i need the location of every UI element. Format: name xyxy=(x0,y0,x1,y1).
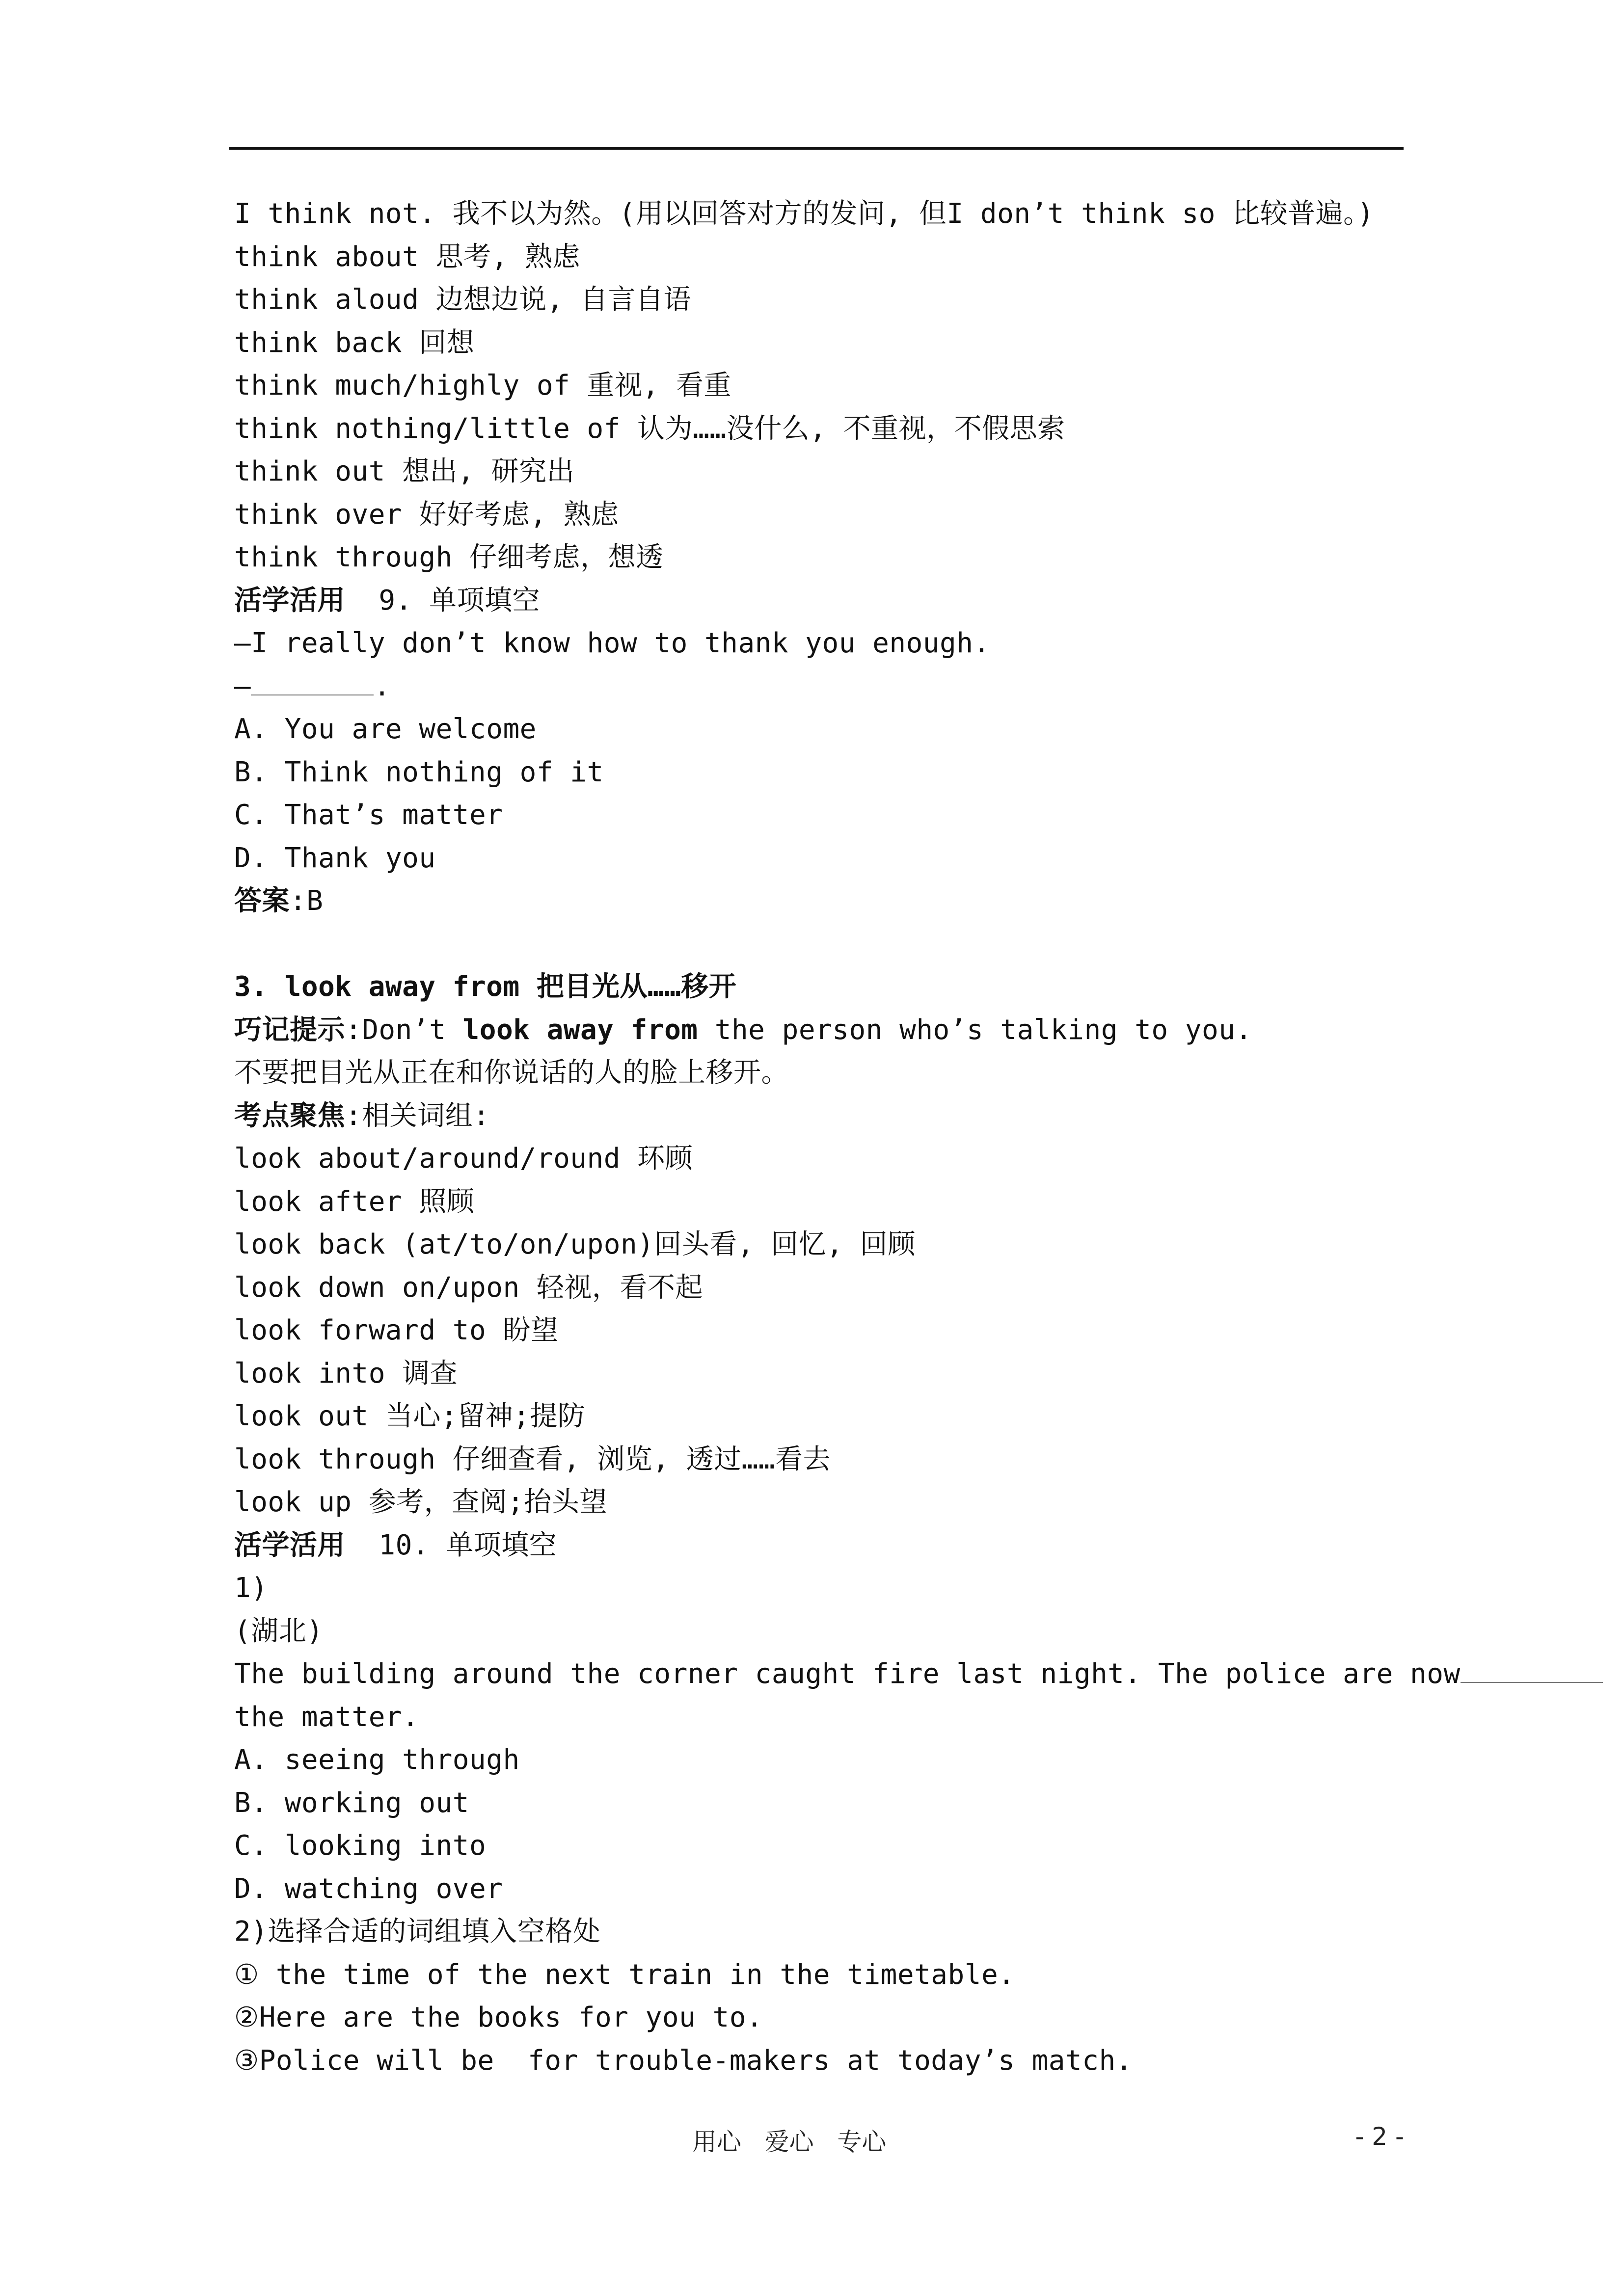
phrase-text: look forward to 盼望 xyxy=(234,1314,559,1346)
header-rule xyxy=(229,147,1404,150)
phrase-text: look out 当心;留神;提防 xyxy=(234,1400,586,1432)
choice-line xyxy=(234,1824,1407,1868)
exercise-title: 9. 单项填空 xyxy=(345,584,541,616)
phrase-line xyxy=(234,1395,1407,1438)
choice-line xyxy=(234,794,1407,837)
answer-label: 答案 xyxy=(234,885,290,917)
text-line xyxy=(234,321,1407,365)
line-text: The building around the corner caught fire last night. The police are now xyxy=(234,1658,1461,1690)
text-line xyxy=(234,1953,1407,1997)
text-line xyxy=(234,1567,1407,1610)
phrase-text: look after 照顾 xyxy=(234,1185,475,1218)
line-text: 1) xyxy=(234,1572,268,1604)
line-text: think through 仔细考虑，想透 xyxy=(234,541,664,573)
choice-line xyxy=(234,708,1407,751)
exercise-label: 活学活用 xyxy=(234,584,345,616)
line-text: the person who’s talking to you. xyxy=(698,1014,1252,1046)
answer-blank xyxy=(251,666,374,695)
phrase-line xyxy=(234,1223,1407,1266)
text-line xyxy=(234,1910,1407,1953)
line-text: think aloud 边想边说, 自言自语 xyxy=(234,284,692,316)
answer-blank xyxy=(1461,1654,1603,1683)
line-text: think nothing/little of 认为……没什么, 不重视，不假思索 xyxy=(234,412,1065,445)
phrase-text: look into 调查 xyxy=(234,1357,458,1389)
text-line xyxy=(234,493,1407,536)
answer-line xyxy=(234,880,1407,923)
text-line xyxy=(234,407,1407,451)
dialogue-line xyxy=(234,622,1407,665)
answer-text: :B xyxy=(290,885,324,917)
text-line xyxy=(234,364,1407,407)
line-text: think over 好好考虑, 熟虑 xyxy=(234,498,619,531)
phrase-text: look through 仔细查看, 浏览, 透过……看去 xyxy=(234,1443,831,1475)
phrase-line xyxy=(234,1180,1407,1224)
phrase-line xyxy=(234,1438,1407,1481)
line-text: — xyxy=(234,670,251,702)
choice-line xyxy=(234,751,1407,794)
text-line xyxy=(234,1996,1407,2039)
phrase-line xyxy=(234,1137,1407,1180)
text-line xyxy=(234,1610,1407,1653)
choice-text: B. Think nothing of it xyxy=(234,756,604,788)
choice-text: D. watching over xyxy=(234,1872,503,1905)
choice-line xyxy=(234,837,1407,880)
line-text: think much/highly of 重视, 看重 xyxy=(234,370,731,401)
question-blank-line xyxy=(234,1653,1461,1696)
page-footer xyxy=(0,2122,1624,2162)
memory-tip-label: 巧记提示 xyxy=(234,1014,345,1046)
phrase-text: look up 参考，查阅;抬头望 xyxy=(234,1486,607,1518)
line-text: ① the time of the next train in the timetable. xyxy=(234,1958,1015,1991)
answer-blank-line xyxy=(234,665,1407,708)
line-text: :Don’t xyxy=(345,1014,463,1046)
memory-tip-line xyxy=(234,1009,1407,1052)
text-line xyxy=(234,192,1407,236)
phrase-text: look back (at/to/on/upon)回头看, 回忆, 回顾 xyxy=(234,1228,916,1260)
line-text: (湖北) xyxy=(234,1615,324,1647)
page-number: - 2 - xyxy=(1355,2122,1404,2151)
choice-text: A. seeing through xyxy=(234,1744,520,1776)
footer-motto: 用心 爱心 专心 xyxy=(692,2128,887,2156)
text-line xyxy=(234,236,1407,279)
section-heading xyxy=(234,965,1407,1009)
choice-text: C. That’s matter xyxy=(234,799,503,831)
choice-text: B. working out xyxy=(234,1787,470,1819)
choice-text: A. You are welcome xyxy=(234,713,537,745)
line-text: I think not. 我不以为然。(用以回答对方的发问, 但I don’t think so 比较普遍。) xyxy=(234,198,1374,230)
exercise-heading xyxy=(234,579,1407,622)
exercise-label: 活学活用 xyxy=(234,1529,345,1561)
page-content xyxy=(234,192,1461,2082)
text-line xyxy=(234,1051,1407,1095)
text-line xyxy=(234,278,1407,321)
line-text: ③Police will be for trouble-makers at today’s match. xyxy=(234,2044,1133,2077)
phrase-text: look down on/upon 轻视，看不起 xyxy=(234,1271,703,1304)
choice-text: D. Thank you xyxy=(234,842,436,874)
line-text: ②Here are the books for you to. xyxy=(234,2002,763,2033)
phrase-line xyxy=(234,1309,1407,1352)
line-text: —I really don’t know how to thank you enough. xyxy=(234,627,990,659)
line-text: 不要把目光从正在和你说话的人的脸上移开。 xyxy=(234,1057,789,1089)
blank-line xyxy=(234,923,1407,966)
phrase-line xyxy=(234,1481,1407,1524)
line-text: . xyxy=(374,670,391,702)
phrase-line xyxy=(234,1352,1407,1395)
phrase-line xyxy=(234,1266,1407,1309)
line-text: :相关词组: xyxy=(345,1099,490,1132)
focus-label: 考点聚焦 xyxy=(234,1099,345,1132)
exercise-title: 10. 单项填空 xyxy=(345,1529,557,1561)
exercise-heading xyxy=(234,1524,1407,1567)
focus-line xyxy=(234,1095,1407,1138)
line-text: the matter. xyxy=(234,1701,419,1733)
choice-text: C. looking into xyxy=(234,1830,487,1862)
text-line xyxy=(234,1696,1407,1739)
line-text: think back 回想 xyxy=(234,326,475,359)
line-text: think out 想出, 研究出 xyxy=(234,455,575,487)
choice-line xyxy=(234,1738,1407,1782)
text-line xyxy=(234,536,1407,579)
section-title: 3. look away from 把目光从……移开 xyxy=(234,971,737,1003)
line-text: 2)选择合适的词组填入空格处 xyxy=(234,1916,601,1948)
choice-line xyxy=(234,1868,1407,1911)
line-text: think about 思考, 熟虑 xyxy=(234,240,581,273)
text-line xyxy=(234,2039,1407,2082)
choice-line xyxy=(234,1782,1407,1825)
text-line xyxy=(234,450,1407,493)
phrase-text: look about/around/round 环顾 xyxy=(234,1143,693,1175)
highlight-phrase: look away from xyxy=(462,1014,698,1046)
